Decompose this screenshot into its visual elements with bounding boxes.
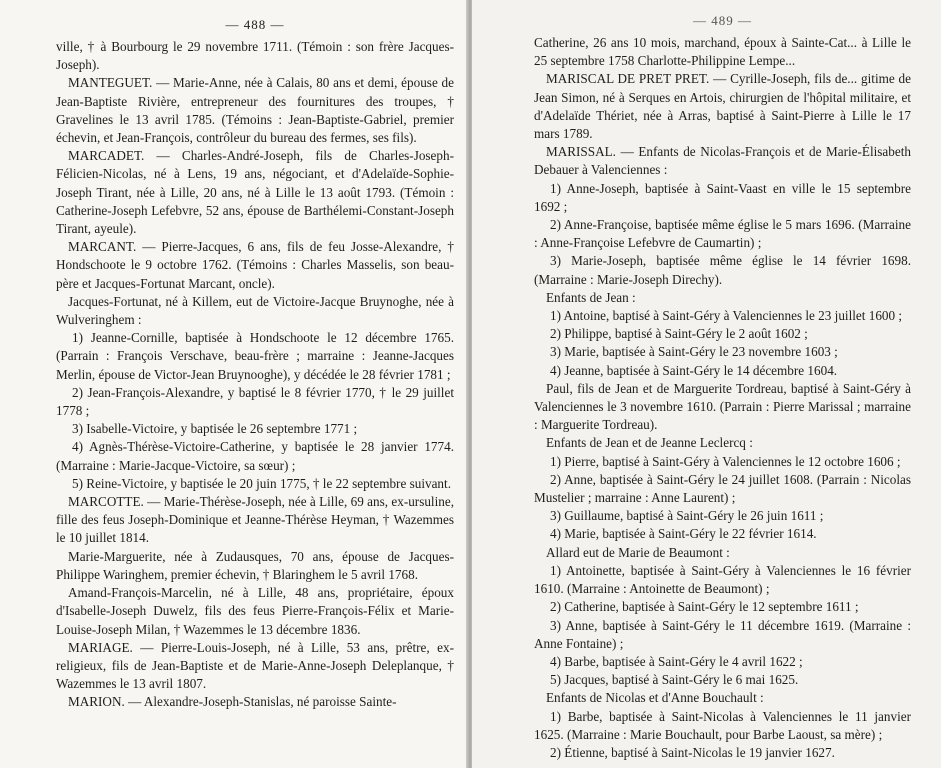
left-page-paragraph: 1) Jeanne-Cornille, baptisée à Hondschoote le 12 décembre 1765. (Parrain : François Verschave, beau-frère ; marraine : Jeanne-Jacques Merlin, épouse de Victor-Jean Bruynooghe), y décédée le 28 février 1781 ; bbox=[56, 330, 454, 382]
left-page-body bbox=[56, 38, 454, 712]
left-page-paragraph: 2) Jean-François-Alexandre, y baptisé le 8 février 1770, † le 29 juillet 1778 ; bbox=[56, 384, 454, 419]
right-page-paragraph: 2) Catherine, baptisée à Saint-Géry le 12 septembre 1611 ; bbox=[550, 599, 859, 615]
right-page-body bbox=[534, 34, 911, 762]
left-page-paragraph: 5) Reine-Victoire, y baptisée le 20 juin 1775, † le 22 septembre suivant. bbox=[72, 475, 451, 491]
right-page-paragraph: Allard eut de Marie de Beaumont : bbox=[546, 544, 730, 560]
right-page-paragraph: Enfants de Nicolas et d'Anne Bouchault : bbox=[546, 690, 764, 706]
right-page-paragraph: 3) Guillaume, baptisé à Saint-Géry le 26 juin 1611 ; bbox=[550, 508, 824, 524]
right-page-paragraph: Enfants de Jean et de Jeanne Leclercq : bbox=[546, 435, 753, 451]
right-page-paragraph: 3) Marie, baptisée à Saint-Géry le 23 novembre 1603 ; bbox=[550, 344, 838, 360]
left-page-paragraph: MANTEGUET. — Marie-Anne, née à Calais, 80 ans et demi, épouse de Jean-Baptiste Rivière, entrepreneur des fournitures des troupes, † Gravelines le 13 avril 1785. (Témoins : Jean-Baptiste-Gabriel, premier échevin, et Jean-François, contrôleur du bureau des fermes, ses fils). bbox=[56, 75, 454, 146]
left-page-paragraph: Marie-Marguerite, née à Zudausques, 70 ans, épouse de Jacques-Philippe Waringhem, premier échevin, † Blaringhem le 5 avril 1768. bbox=[56, 548, 454, 582]
left-page-paragraph: MARIAGE. — Pierre-Louis-Joseph, né à Lille, 53 ans, prêtre, ex-religieux, fils de Jean-Baptiste et de Marie-Anne-Joseph Deleplanque, † Wazemmes le 13 avril 1807. bbox=[56, 639, 454, 692]
right-page-number: — 489 — bbox=[693, 13, 752, 28]
left-page-paragraph: MARCOTTE. — Marie-Thérèse-Joseph, née à Lille, 69 ans, ex-ursuline, fille des feus Joseph-Dominique et Jeanne-Thérèse Heyman, † Wazemmes le 10 juillet 1814. bbox=[56, 494, 454, 546]
right-page-paragraph: 2) Anne, baptisée à Saint-Géry le 24 juillet 1608. (Parrain : Nicolas Mustelier ; marraine : Anne Laurent) ; bbox=[534, 471, 911, 506]
right-page-paragraph: Paul, fils de Jean et de Marguerite Tordreau, baptisé à Saint-Géry à Valenciennes le 3 novembre 1610. (Parrain : Pierre Marissal ; marraine : Marguerite Tordreau). bbox=[534, 380, 911, 433]
left-page-paragraph: MARCANT. — Pierre-Jacques, 6 ans, fils de feu Josse-Alexandre, † Hondschoote le 9 octobre 1762. (Témoins : Charles Masselis, son beau-père et Jacques-Fortunat Marcant, oncle). bbox=[56, 239, 454, 291]
right-page-paragraph: Enfants de Jean : bbox=[546, 289, 636, 305]
left-page-paragraph: Jacques-Fortunat, né à Killem, eut de Victoire-Jacque Bruynoghe, née à Wulveringhem : bbox=[56, 293, 454, 328]
right-page-paragraph: Catherine, 26 ans 10 mois, marchand, époux à Sainte-Cat... à Lille le 25 septembre 1758 Charlotte-Philippine Lempe... bbox=[534, 35, 911, 69]
left-page-paragraph: MARCADET. — Charles-André-Joseph, fils de Charles-Joseph-Félicien-Nicolas, né à Lens, 19 ans, négociant, et d'Adelaïde-Sophie-Joseph Tirant, née à Lille, 20 ans, né à Lille le 13 août 1793. (Témoin : Catherine-Joseph Lefebvre, 52 ans, épouse de Barthélemi-Constant-Joseph Tirant, ayeule). bbox=[56, 148, 454, 237]
right-page-paragraph: 2) Étienne, baptisé à Saint-Nicolas le 19 janvier 1627. bbox=[550, 744, 835, 760]
right-page-paragraph: 4) Barbe, baptisée à Saint-Géry le 4 avril 1622 ; bbox=[550, 653, 803, 669]
left-page-paragraph: 3) Isabelle-Victoire, y baptisée le 26 septembre 1771 ; bbox=[72, 421, 358, 437]
right-page-paragraph: 1) Antoine, baptisé à Saint-Géry à Valenciennes le 23 juillet 1600 ; bbox=[550, 308, 903, 324]
left-page-paragraph: MARION. — Alexandre-Joseph-Stanislas, né paroisse Sainte- bbox=[68, 694, 397, 710]
right-page-paragraph: 4) Marie, baptisée à Saint-Géry le 22 février 1614. bbox=[550, 526, 817, 542]
right-page-paragraph: 1) Barbe, baptisée à Saint-Nicolas à Valenciennes le 11 janvier 1625. (Marraine : Marie Bouchault, pour Barbe Laoust, sa mère) ; bbox=[534, 708, 911, 742]
left-page-number: — 488 — bbox=[225, 17, 285, 32]
right-page-paragraph: 4) Jeanne, baptisée à Saint-Géry le 14 décembre 1604. bbox=[550, 362, 838, 378]
left-page bbox=[0, 0, 468, 768]
left-page-paragraph: Amand-François-Marcelin, né à Lille, 48 ans, propriétaire, époux d'Isabelle-Joseph Duwelz, fils des feus Pierre-François-Félix et Marie-Louise-Joseph Milan, † Wazemmes le 13 décembre 1836. bbox=[56, 585, 454, 637]
right-page-paragraph: 1) Antoinette, baptisée à Saint-Géry à Valenciennes le 16 février 1610. (Marraine : Antoinette de Beaumont) ; bbox=[534, 562, 911, 597]
right-page-paragraph: 1) Pierre, baptisé à Saint-Géry à Valenciennes le 12 octobre 1606 ; bbox=[550, 453, 901, 469]
right-page-paragraph: 3) Marie-Joseph, baptisée même église le 14 février 1698. (Marraine : Marie-Joseph Direchy). bbox=[534, 253, 911, 287]
right-page-paragraph: MARISSAL. — Enfants de Nicolas-François et de Marie-Élisabeth Debauer à Valenciennes : bbox=[534, 144, 911, 178]
right-page-paragraph: 2) Anne-Françoise, baptisée même église le 5 mars 1696. (Marraine : Anne-Françoise Lefebvre de Caumartin) ; bbox=[534, 217, 911, 251]
right-page-paragraph: 1) Anne-Joseph, baptisée à Saint-Vaast en ville le 15 septembre 1692 ; bbox=[534, 180, 911, 214]
right-page bbox=[472, 0, 941, 768]
right-page-paragraph: MARISCAL DE PRET PRET. — Cyrille-Joseph, fils de... gitime de Jean Simon, né à Serques en Artois, chirurgien de l'hôpital militaire, et d'Adelaïde Thériet, née à Arras, baptisé à Saint-Pierre à Lille le 17 mars 1789. bbox=[534, 71, 911, 142]
right-page-paragraph: 5) Jacques, baptisé à Saint-Géry le 6 mai 1625. bbox=[550, 672, 799, 688]
left-page-paragraph: ville, † à Bourbourg le 29 novembre 1711. (Témoin : son frère Jacques-Joseph). bbox=[56, 39, 454, 73]
right-page-paragraph: 2) Philippe, baptisé à Saint-Géry le 2 août 1602 ; bbox=[550, 326, 808, 342]
left-page-paragraph: 4) Agnès-Thérèse-Victoire-Catherine, y baptisée le 28 janvier 1774. (Marraine : Marie-Jacque-Victoire, sa sœur) ; bbox=[56, 439, 454, 473]
right-page-paragraph: 3) Anne, baptisée à Saint-Géry le 11 décembre 1619. (Marraine : Anne Fontaine) ; bbox=[534, 617, 911, 651]
